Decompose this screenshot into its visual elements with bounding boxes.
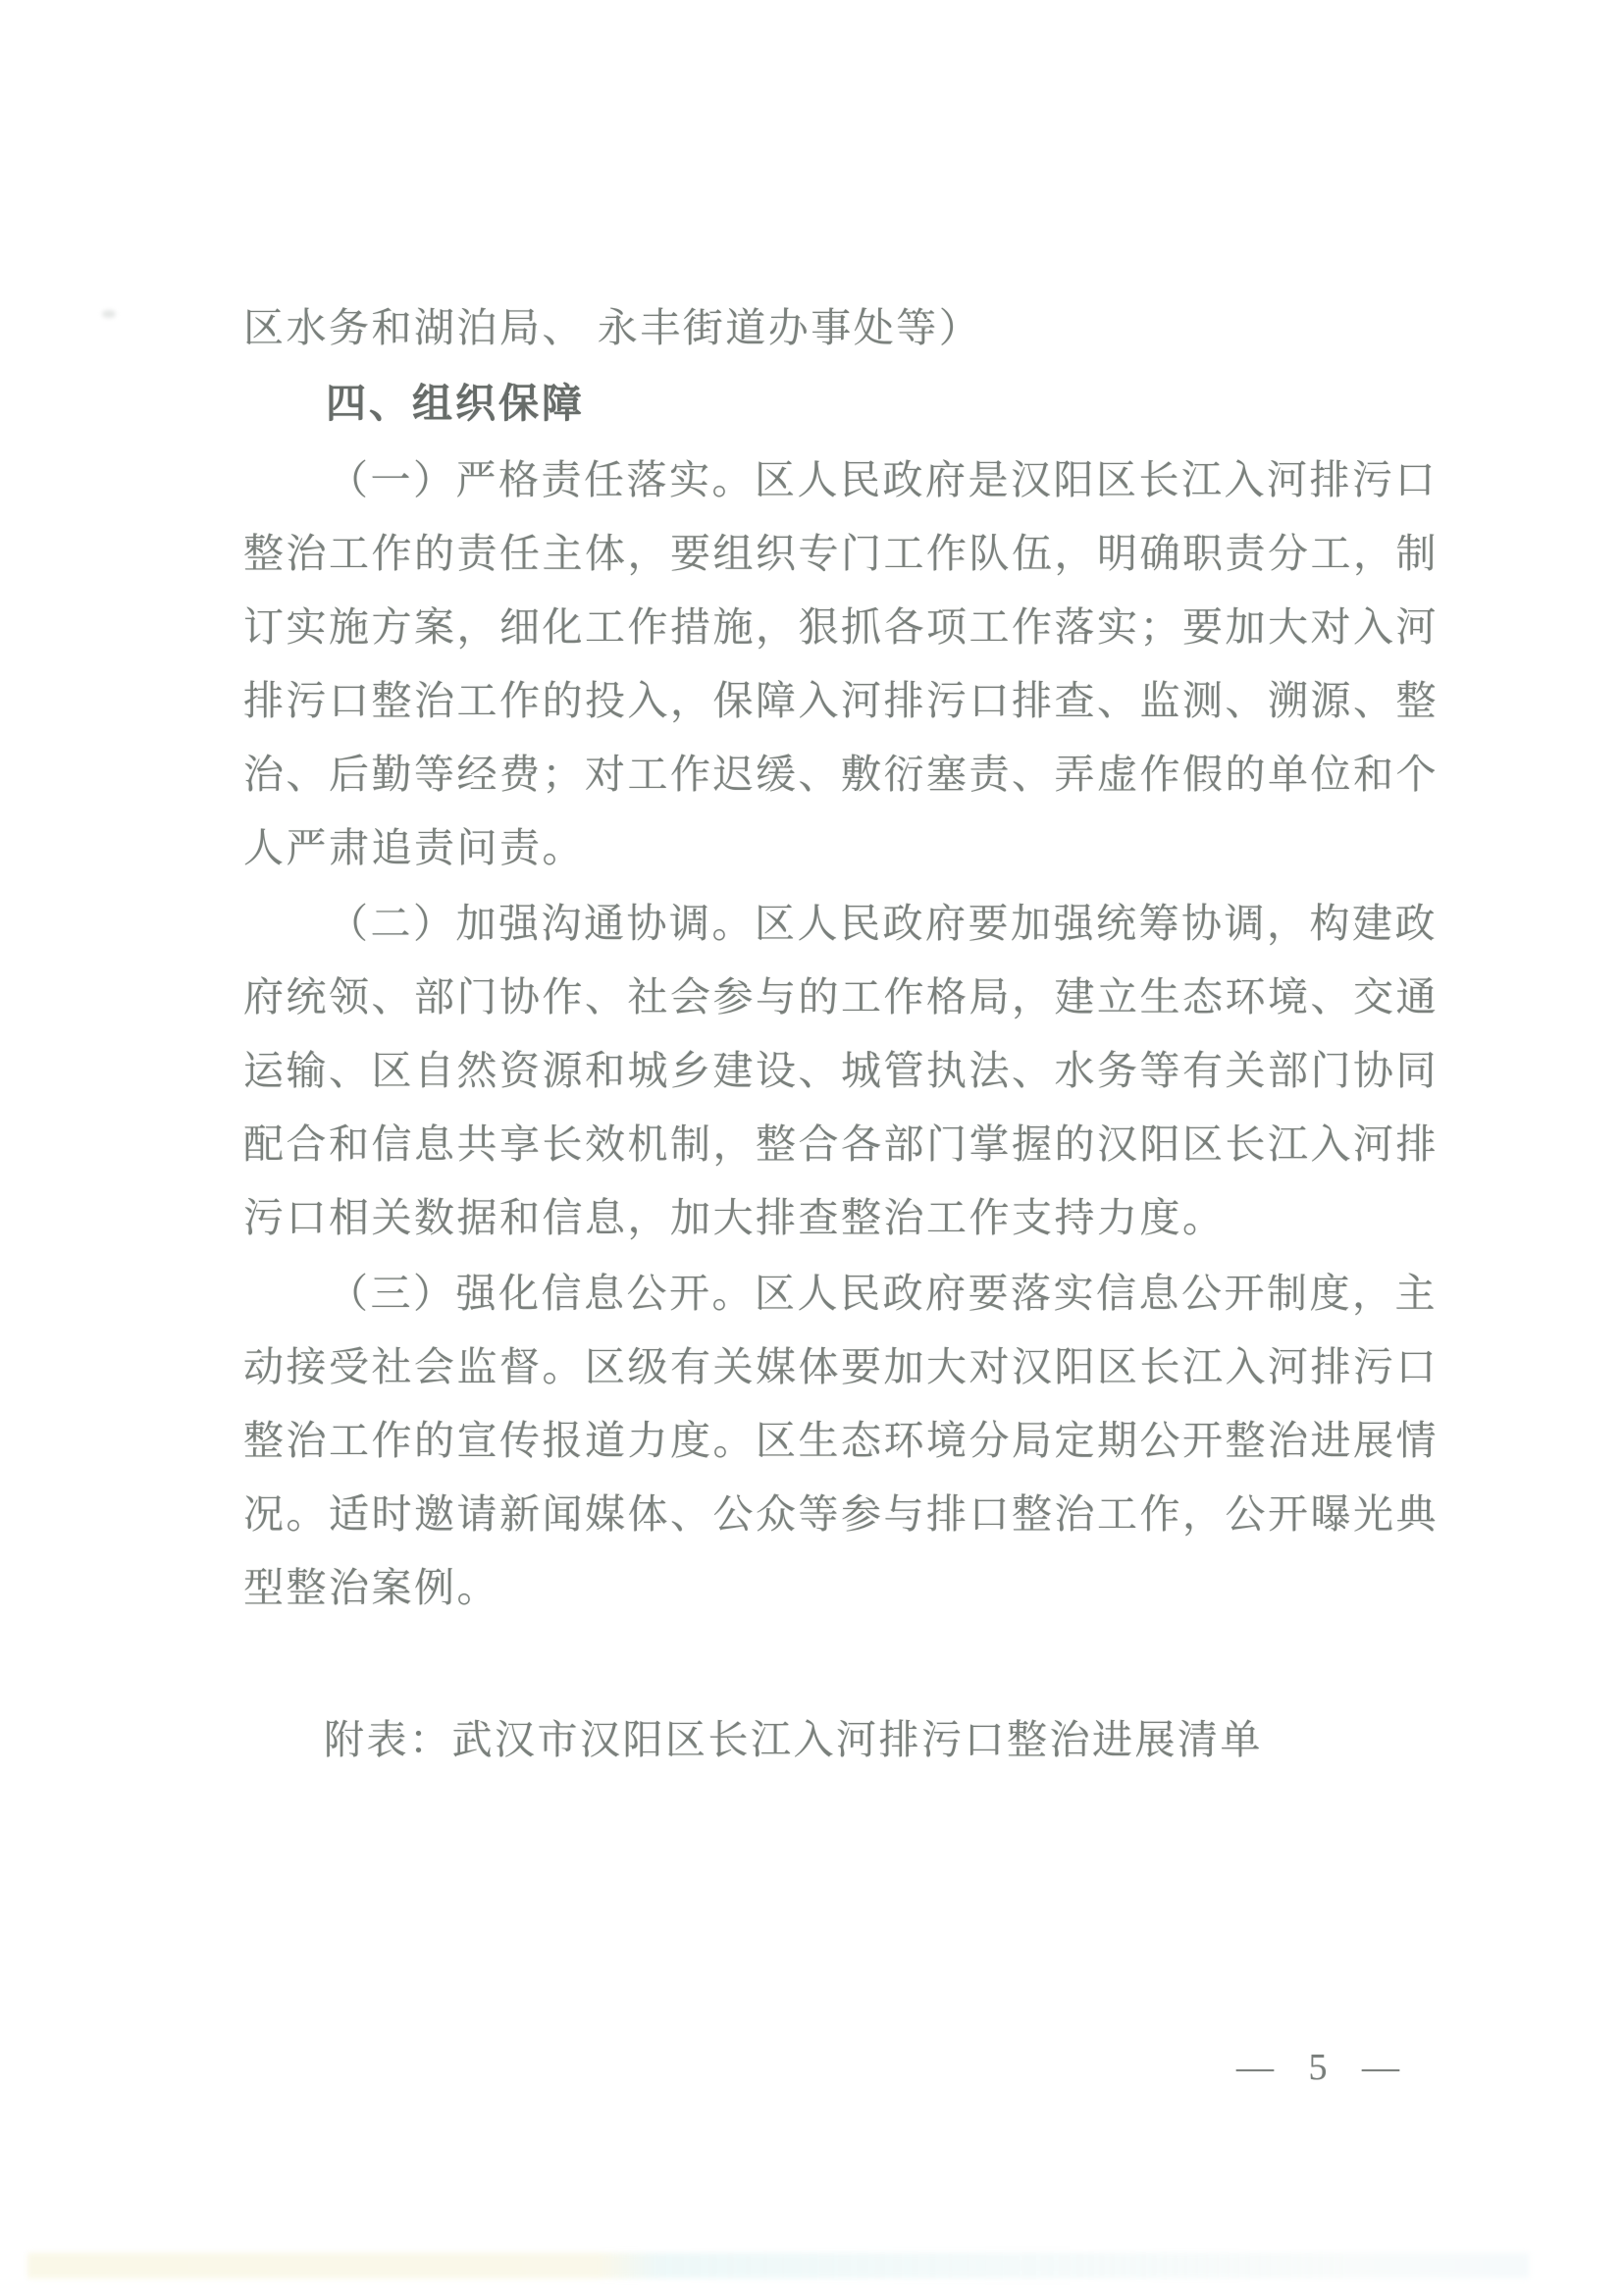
paragraph-3-line: 况。适时邀请新闻媒体、公众等参与排口整治工作，公开曝光典 [243,1491,1439,1537]
section-heading: 四、组织保障 [326,381,585,426]
paragraph-3-line: （三）强化信息公开。区人民政府要落实信息公开制度，主 [328,1271,1438,1316]
body-line-continuation: 区水务和湖泊局、 永丰街道办事处等） [243,305,982,350]
paragraph-1-line: 排污口整治工作的投入，保障入河排污口排查、监测、溯源、整 [243,678,1439,723]
paragraph-3-line: 动接受社会监督。区级有关媒体要加大对汉阳区长江入河排污口 [243,1344,1439,1389]
paragraph-2-line: 污口相关数据和信息，加大排查整治工作支持力度。 [243,1195,1226,1240]
paragraph-3-line: 型整治案例。 [243,1565,499,1610]
paragraph-3-line: 整治工作的宣传报道力度。区生态环境分局定期公开整治进展情 [243,1418,1439,1463]
scan-artifact-band [27,2253,1529,2278]
paragraph-2-line: 府统领、部门协作、社会参与的工作格局，建立生态环境、交通 [243,974,1439,1019]
page-number: — 5 — [1236,2047,1405,2088]
attachment-reference-line: 附表：武汉市汉阳区长江入河排污口整治进展清单 [324,1717,1263,1762]
paragraph-1-line: 治、后勤等经费；对工作迟缓、敷衍塞责、弄虚作假的单位和个 [243,752,1439,797]
scan-artifact-dot [102,310,116,318]
paragraph-2-line: 运输、区自然资源和城乡建设、城管执法、水务等有关部门协同 [243,1048,1439,1093]
paragraph-2-line: （二）加强沟通协调。区人民政府要加强统筹协调，构建政 [328,901,1438,946]
paragraph-1-line: （一）严格责任落实。区人民政府是汉阳区长江入河排污口 [328,457,1438,502]
paragraph-1-line: 整治工作的责任主体，要组织专门工作队伍，明确职责分工，制 [243,531,1439,576]
paragraph-2-line: 配合和信息共享长效机制，整合各部门掌握的汉阳区长江入河排 [243,1122,1439,1167]
paragraph-1-line: 订实施方案，细化工作措施，狠抓各项工作落实；要加大对入河 [243,604,1439,650]
paragraph-1-line: 人严肃追责问责。 [243,825,585,870]
